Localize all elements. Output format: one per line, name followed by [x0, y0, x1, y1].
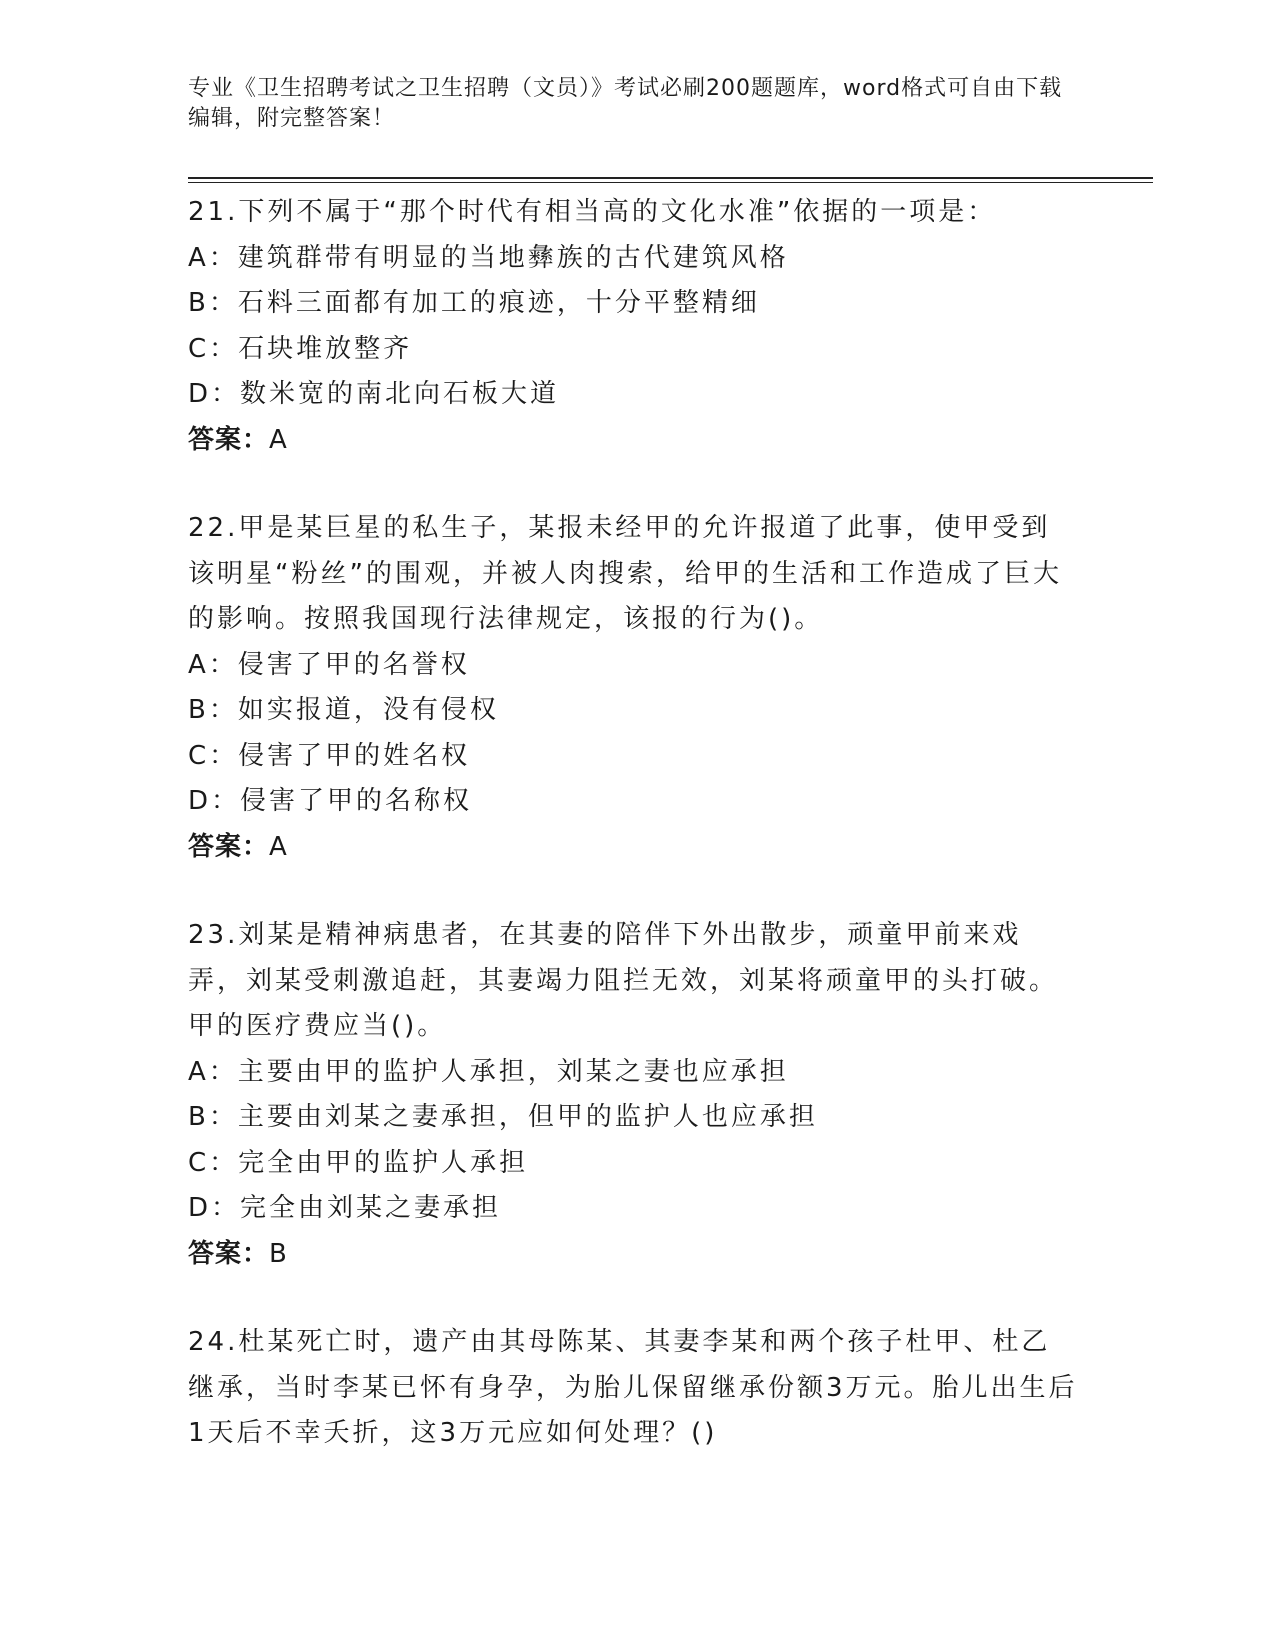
option-a: A：侵害了甲的名誉权: [188, 649, 470, 680]
answer-line: [188, 825, 1078, 871]
option-b: B：主要由刘某之妻承担，但甲的监护人也应承担: [188, 1102, 818, 1132]
option-d: D：侵害了甲的名称权: [188, 786, 473, 816]
question-stem: 24.杜某死亡时，遗产由其母陈某、其妻李某和两个孩子杜甲、杜乙继承，当时李某已怀有身孕，为胎儿保留继承份额3万元。胎儿出生后1天后不幸夭折，这3万元应如何处理？(): [188, 1327, 1078, 1448]
question-stem: 21.下列不属于“那个时代有相当高的文化水准”依据的一项是：: [188, 197, 997, 227]
option-a: A：建筑群带有明显的当地彝族的古代建筑风格: [188, 242, 789, 273]
question-24: [188, 1320, 1078, 1457]
option-d: D：完全由刘某之妻承担: [188, 1193, 502, 1223]
answer-value: B: [269, 1238, 288, 1269]
option-d: D：数米宽的南北向石板大道: [188, 379, 560, 409]
question-21: [188, 190, 1078, 463]
answer-value: A: [269, 424, 288, 455]
question-23: [188, 913, 1078, 1277]
answer-label: 答案：: [188, 424, 270, 455]
header-divider: [188, 177, 1153, 179]
answer-line: [188, 1232, 1078, 1278]
document-header: 专业《卫生招聘考试之卫生招聘（文员）》考试必刷200题题库，word格式可自由下载编辑，附完整答案！: [188, 76, 1063, 131]
option-a: A：主要由甲的监护人承担，刘某之妻也应承担: [188, 1056, 789, 1087]
option-c: C：石块堆放整齐: [188, 333, 413, 364]
option-b: B：石料三面都有加工的痕迹，十分平整精细: [188, 288, 760, 318]
answer-value: A: [269, 831, 288, 862]
question-list: [188, 190, 1078, 1457]
answer-line: [188, 418, 1078, 464]
question-stem: 23.刘某是精神病患者，在其妻的陪伴下外出散步，顽童甲前来戏弄，刘某受刺激追赶，其妻竭力阻拦无效，刘某将顽童甲的头打破。甲的医疗费应当()。: [188, 920, 1059, 1041]
option-b: B：如实报道，没有侵权: [188, 695, 499, 725]
question-22: [188, 506, 1078, 870]
question-stem: 22.甲是某巨星的私生子，某报未经甲的允许报道了此事，使甲受到该明星“粉丝”的围观，并被人肉搜索，给甲的生活和工作造成了巨大的影响。按照我国现行法律规定，该报的行为()。: [188, 513, 1062, 634]
header-divider-thin: [188, 182, 1153, 183]
option-c: C：完全由甲的监护人承担: [188, 1147, 529, 1178]
answer-label: 答案：: [188, 831, 270, 862]
answer-label: 答案：: [188, 1238, 270, 1269]
option-c: C：侵害了甲的姓名权: [188, 740, 471, 771]
